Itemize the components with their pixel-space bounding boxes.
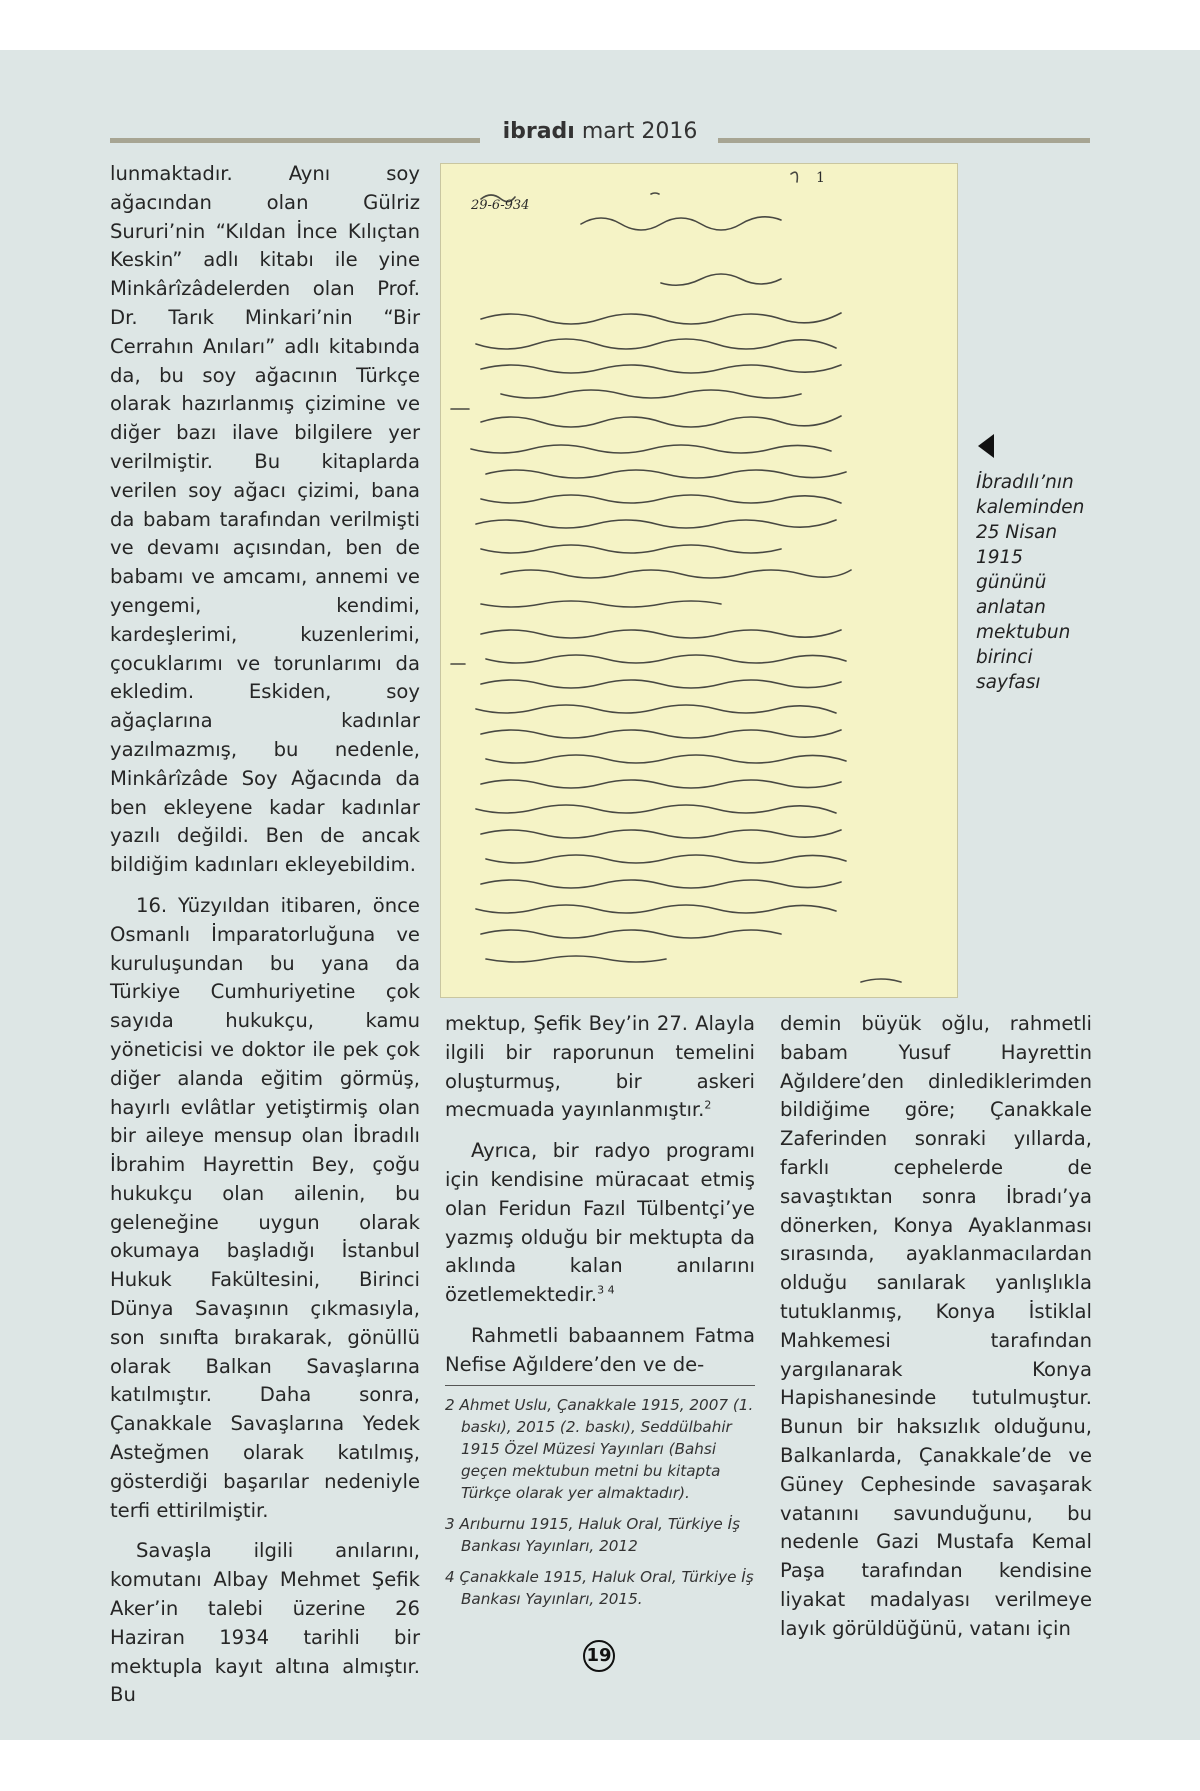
footnote: 3 Arıburnu 1915, Haluk Oral, Türkiye İş Bankası Yayınları, 2012 — [445, 1515, 740, 1555]
column-middle — [445, 1010, 755, 1380]
letter-date: 29-6-934 — [471, 198, 530, 213]
handwritten-letter-image — [440, 163, 958, 998]
letter-page-mark: 1 — [816, 170, 825, 186]
page-number: 19 — [583, 1640, 615, 1672]
magazine-brand: ibradı — [502, 119, 575, 144]
header-rule-left — [110, 138, 480, 143]
footnote: 2 Ahmet Uslu, Çanakkale 1915, 2007 (1. baskı), 2015 (2. baskı), Seddülbahir 1915 Özel Müzesi Yayınları (Bahsi geçen mektubun metni bu kitapta Türkçe olarak yer almaktadır). — [445, 1396, 754, 1502]
caption-arrow-icon — [978, 434, 994, 458]
paragraph: lunmaktadır. Aynı soy ağacından olan Gülriz Sururi’nin “Kıldan İnce Kılıçtan Keskin” adlı kitabı ile yine Minkârîzâdelerden olan Prof. Dr. Tarık Minkari’nin “Bir Cerrahın Anıları” adlı kitabında da, bu soy ağacının Türkçe olarak hazırlanmış çizimine ve diğer bazı ilave bilgilere yer verilmiştir. Bu kitaplarda verilen soy ağacı çizimi, bana da babam tarafından verilmişti ve devamı açısından, ben de babamı ve amcamı, annemi ve yengemi, kendimi, kardeşlerimi, kuzenlerimi, çocuklarımı ve torunlarımı da ekledim. Eskiden, soy ağaçlarına kadınlar yazılmazmış, bu nedenle, Minkârîzâde Soy Ağacında da ben ekleyene kadar kadınlar yazılı değildi. Ben de ancak bildiğim kadınları ekleyebildim. — [110, 162, 420, 877]
paragraph — [445, 1010, 755, 1125]
paragraph-text: Ayrıca, bir radyo programı için kendisine müracaat etmiş olan Feridun Fazıl Tülbentçi’ye yazmış olduğu bir mektupta da aklında kalan anılarını özetlemektedir. — [445, 1139, 755, 1307]
footnote-ref: 2 — [704, 1098, 712, 1112]
paragraph-text: mektup, Şefik Bey’in 27. Alayla ilgili bir raporunun temelini oluşturmuş, bir askeri mecmuada yayınlanmıştır. — [445, 1012, 755, 1122]
image-caption: İbradılı’nın kaleminden 25 Nisan 1915 gününü anlatan mektubun birinci sayfası — [976, 472, 1085, 693]
column-left — [110, 160, 420, 1710]
running-header — [490, 117, 710, 147]
magazine-issue: mart 2016 — [581, 119, 698, 144]
letter-scan — [441, 164, 958, 998]
paragraph: Rahmetli babaannem Fatma Nefise Ağıldere’den ve de- — [445, 1323, 755, 1376]
paragraph: Savaşla ilgili anılarını, komutanı Albay Mehmet Şefik Aker’in talebi üzerine 26 Haziran 1934 tarihli bir mektupla kayıt altına almıştır. Bu — [110, 1539, 420, 1707]
paragraph: demin büyük oğlu, rahmetli babam Yusuf Hayrettin Ağıldere’den dinlediklerimden bildiğime göre; Çanakkale Zaferinden sonraki yıllarda, farklı cephelerde de savaştıktan sonra İbradı’ya dönerken, Konya Ayaklanması sırasında, ayaklanmacılardan olduğu sanılarak yanlışlıkla tutuklanmış, Konya İstiklal Mahkemesi tarafından yargılanarak Konya Hapishanesinde tutulmuştur. Bunun bir haksızlık olduğunu, Balkanlarda, Çanakkale’de ve Güney Cephesinde savaşarak vatanını savunduğunu, bu nedenle Gazi Mustafa Kemal Paşa tarafından kendisine liyakat madalyası verilmeye layık görüldüğünü, vatanı için — [780, 1012, 1092, 1640]
footnote: 4 Çanakkale 1915, Haluk Oral, Türkiye İş Bankası Yayınları, 2015. — [445, 1568, 754, 1608]
paragraph: 16. Yüzyıldan itibaren, önce Osmanlı İmparatorluğuna ve kuruluşundan bu yana da Türkiye Cumhuriyetine çok sayıda hukukçu, kamu yöneticisi ve doktor ile pek çok diğer alanda eğitim görmüş, hayırlı evlâtlar yetiştirmiş olan bir aileye mensup olan İbradılı İbrahim Hayrettin Bey, çoğu hukukçu olan ailenin, bu geleneğine uygun olarak okumaya başladığı İstanbul Hukuk Fakültesini, Birinci Dünya Savaşının çıkmasıyla, son sınıfta bırakarak, gönüllü olarak Balkan Savaşlarına katılmıştır. Daha sonra, Çanakkale Savaşlarına Yedek Asteğmen olarak katılmış, gösterdiği başarılar nedeniyle terfi ettirilmiştir. — [110, 893, 420, 1522]
column-right — [780, 1010, 1092, 1644]
footnote-ref: 3 4 — [597, 1283, 615, 1297]
footnotes — [445, 1385, 755, 1619]
paragraph — [445, 1137, 755, 1310]
header-rule-right — [718, 138, 1090, 143]
